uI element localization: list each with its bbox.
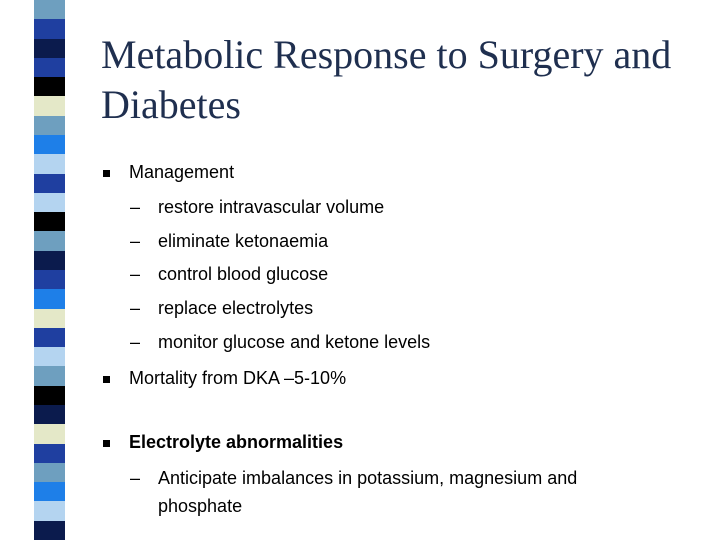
sub-bullet-restore-volume: restore intravascular volume (158, 197, 385, 217)
stripe-segment (34, 19, 65, 39)
stripe-segment (34, 521, 65, 540)
bullet-marker (103, 440, 110, 447)
stripe-segment (34, 328, 65, 348)
stripe-segment (34, 0, 65, 20)
stripe-segment (34, 116, 65, 136)
stripe-segment (34, 424, 65, 444)
bullet-marker (103, 170, 110, 177)
stripe-segment (34, 463, 65, 483)
stripe-segment (34, 251, 65, 271)
bullet-marker (103, 376, 110, 383)
stripe-segment (34, 96, 65, 116)
sub-bullet-anticipate-imbalances: Anticipate imbalances in potassium, magnesium and phosphate (158, 468, 578, 516)
sub-bullet-marker: – (130, 264, 141, 284)
bullet-electrolyte-abnormalities: Electrolyte abnormalities (129, 432, 344, 452)
stripe-segment (34, 482, 65, 502)
sub-bullet-eliminate-ketonaemia: eliminate ketonaemia (158, 231, 329, 251)
stripe-segment (34, 386, 65, 406)
bullet-management: Management (129, 162, 235, 182)
sub-bullet-marker: – (130, 332, 141, 352)
stripe-segment (34, 289, 65, 309)
stripe-segment (34, 231, 65, 251)
stripe-segment (34, 444, 65, 464)
stripe-segment (34, 154, 65, 174)
stripe-segment (34, 135, 65, 155)
stripe-segment (34, 77, 65, 97)
sub-bullet-replace-electrolytes: replace electrolytes (158, 298, 314, 318)
stripe-segment (34, 193, 65, 213)
stripe-segment (34, 347, 65, 367)
stripe-segment (34, 212, 65, 232)
sub-bullet-marker: – (130, 197, 141, 217)
stripe-segment (34, 270, 65, 290)
sub-bullet-control-glucose: control blood glucose (158, 264, 329, 284)
stripe-segment (34, 58, 65, 78)
sub-bullet-monitor-levels: monitor glucose and ketone levels (158, 332, 431, 352)
stripe-segment (34, 501, 65, 521)
stripe-segment (34, 405, 65, 425)
stripe-segment (34, 174, 65, 194)
sub-bullet-marker: – (130, 298, 141, 318)
bullet-mortality: Mortality from DKA –5-10% (129, 368, 347, 388)
sub-bullet-marker: – (130, 231, 141, 251)
sub-bullet-marker: – (130, 468, 141, 488)
stripe-segment (34, 309, 65, 329)
stripe-segment (34, 366, 65, 386)
slide-title: Metabolic Response to Surgery and Diabetes (101, 32, 672, 127)
decorative-stripe-bar (34, 0, 65, 540)
stripe-segment (34, 39, 65, 59)
